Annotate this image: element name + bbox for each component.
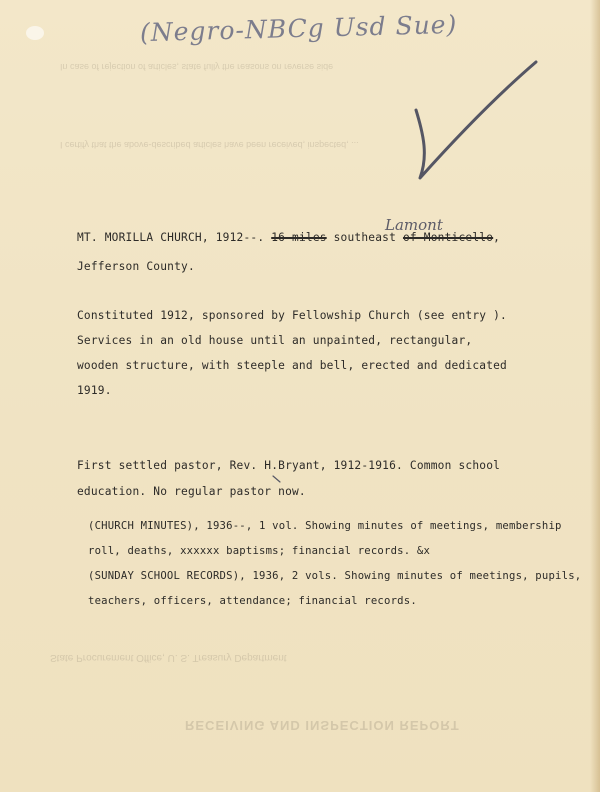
paper-edge (590, 0, 600, 792)
handwritten-insert: Lamont (385, 216, 443, 234)
handwritten-note: (Negro-NBCg Usd Sue) (139, 9, 458, 48)
location-line: Jefferson County. (77, 260, 195, 273)
title-comma: , (493, 231, 501, 244)
records-line: teachers, officers, attendance; financial records. (88, 595, 417, 607)
records-line: (CHURCH MINUTES), 1936--, 1 vol. Showing minutes of meetings, membership (88, 520, 562, 532)
reverse-side-bleed: In case of rejection of articles, state fully the reasons on reverse side (60, 62, 334, 72)
records-line: (SUNDAY SCHOOL RECORDS), 1936, 2 vols. Showing minutes of meetings, pupils, (88, 570, 582, 582)
paper-stain (26, 26, 44, 40)
history-line: Constituted 1912, sponsored by Fellowship Church (see entry ). (77, 309, 507, 322)
history-line: wooden structure, with steeple and bell, erected and dedicated (77, 359, 507, 372)
pastor-line: education. No regular pastor now. (77, 485, 306, 498)
history-line: 1919. (77, 384, 112, 397)
reverse-side-bleed: RECEIVING AND INSPECTION REPORT (185, 718, 460, 733)
church-name: MT. MORILLA CHURCH, 1912--. (77, 231, 265, 244)
reverse-side-bleed: State Procurement Office, U. S. Treasury Department (50, 652, 287, 663)
check-mark-icon (410, 52, 550, 192)
history-line: Services in an old house until an unpainted, rectangular, (77, 334, 473, 347)
records-line: roll, deaths, xxxxxx baptisms; financial records. &x (88, 545, 431, 557)
pastor-line: First settled pastor, Rev. H.Bryant, 1912-1916. Common school (77, 459, 501, 472)
pencil-tick-icon (272, 474, 282, 484)
struck-town: of Monticello (402, 231, 494, 244)
struck-distance: 16 miles (271, 231, 327, 244)
reverse-side-bleed: I certify that the above-described articles have been received, inspected, ... (60, 140, 359, 150)
direction-text: southeast (326, 231, 403, 244)
